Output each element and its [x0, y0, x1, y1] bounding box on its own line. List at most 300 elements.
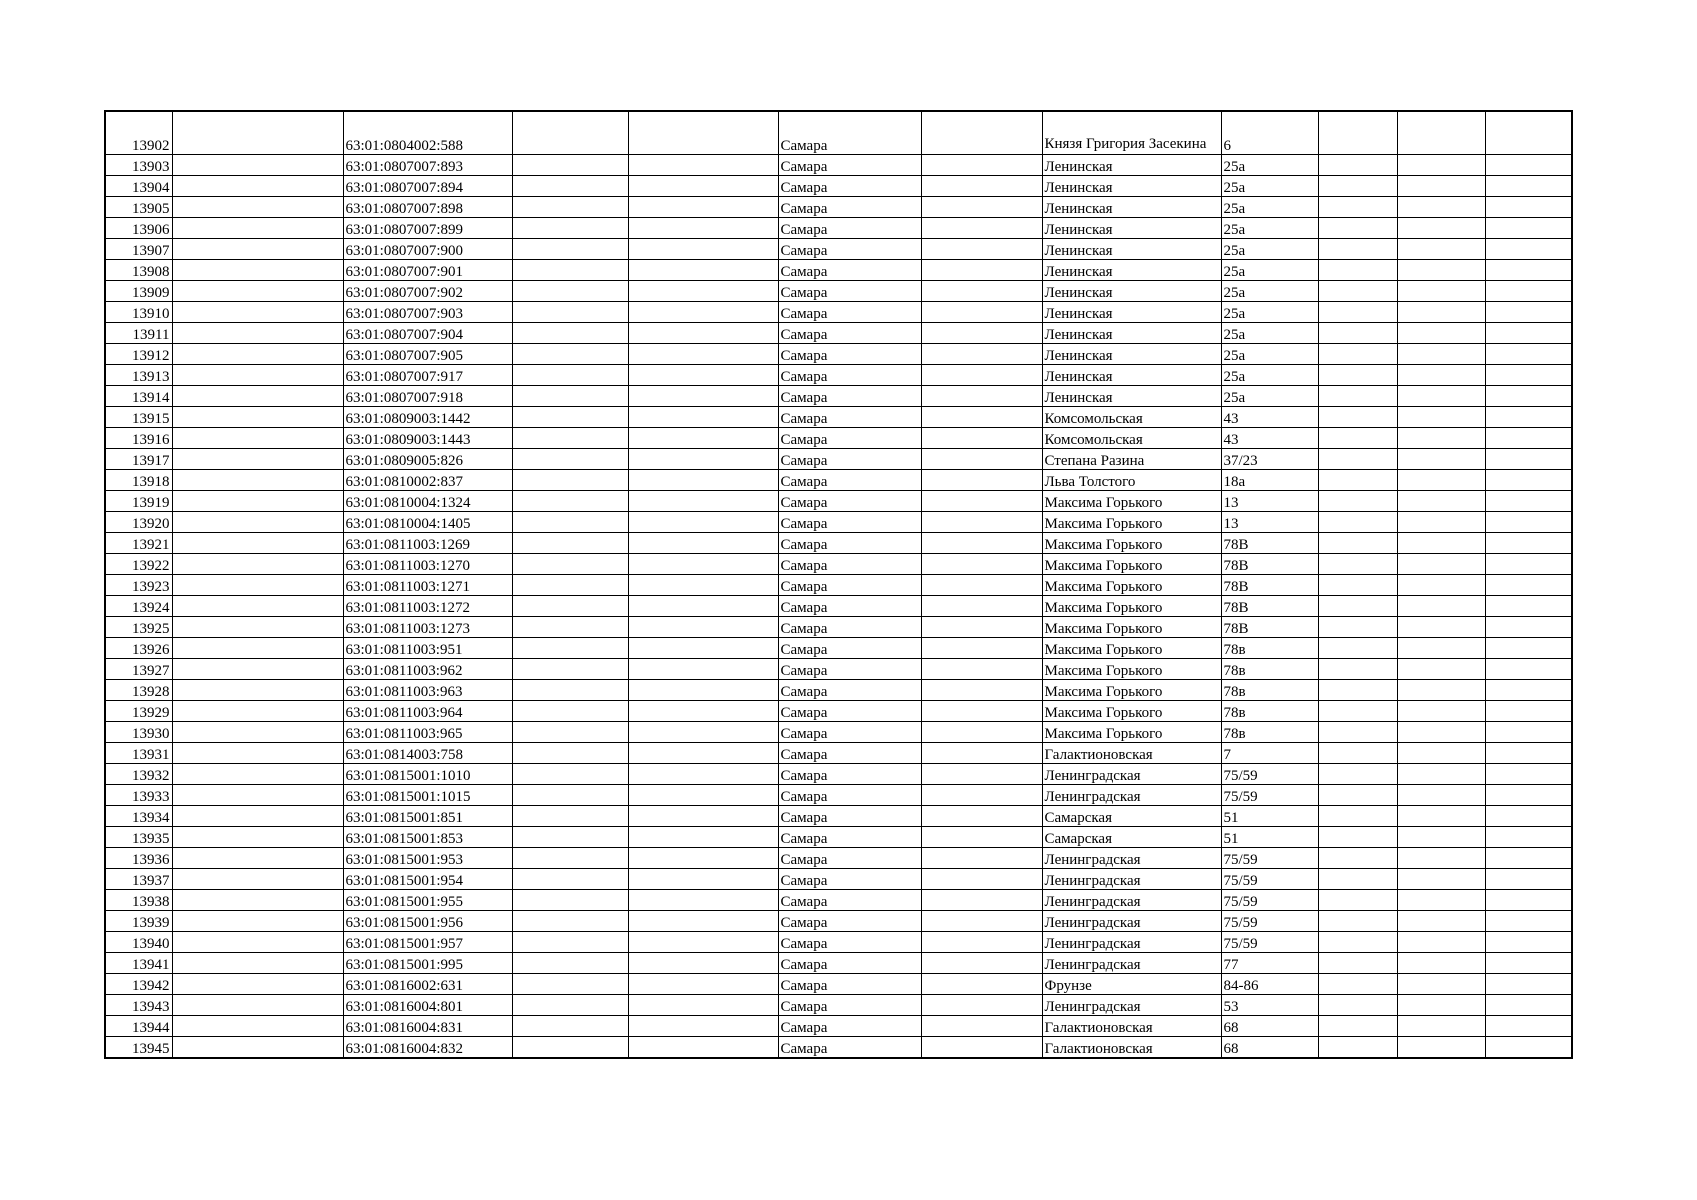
- empty-cell: [1485, 596, 1572, 617]
- empty-cell: [512, 911, 628, 932]
- street-cell: Самарская: [1042, 806, 1221, 827]
- empty-cell: [921, 365, 1042, 386]
- table-row: [105, 617, 1572, 638]
- house-number-cell: 75/59: [1221, 890, 1318, 911]
- empty-cell: [172, 428, 343, 449]
- empty-cell: [512, 575, 628, 596]
- street-cell: Максима Горького: [1042, 680, 1221, 701]
- empty-cell: [1485, 848, 1572, 869]
- cadastral-number-cell: 63:01:0811003:963: [343, 680, 512, 701]
- table-row: [105, 743, 1572, 764]
- empty-cell: [172, 722, 343, 743]
- cadastral-number-cell: 63:01:0815001:955: [343, 890, 512, 911]
- empty-cell: [172, 596, 343, 617]
- city-cell: Самара: [778, 365, 921, 386]
- empty-cell: [512, 365, 628, 386]
- street-cell: Ленинская: [1042, 197, 1221, 218]
- empty-cell: [1397, 323, 1485, 344]
- empty-cell: [1397, 974, 1485, 995]
- row-number-cell: 13934: [105, 806, 172, 827]
- empty-cell: [628, 701, 778, 722]
- street-cell: Комсомольская: [1042, 428, 1221, 449]
- row-number-cell: 13917: [105, 449, 172, 470]
- house-number-cell: 25а: [1221, 155, 1318, 176]
- row-number-cell: 13910: [105, 302, 172, 323]
- empty-cell: [921, 533, 1042, 554]
- empty-cell: [921, 470, 1042, 491]
- city-cell: Самара: [778, 617, 921, 638]
- city-cell: Самара: [778, 218, 921, 239]
- table-row: [105, 491, 1572, 512]
- empty-cell: [628, 512, 778, 533]
- empty-cell: [512, 281, 628, 302]
- empty-cell: [628, 890, 778, 911]
- empty-cell: [1485, 491, 1572, 512]
- empty-cell: [921, 932, 1042, 953]
- house-number-cell: 78в: [1221, 659, 1318, 680]
- empty-cell: [1485, 365, 1572, 386]
- cadastral-number-cell: 63:01:0815001:1015: [343, 785, 512, 806]
- empty-cell: [628, 407, 778, 428]
- empty-cell: [921, 596, 1042, 617]
- empty-cell: [1397, 743, 1485, 764]
- row-number-cell: 13921: [105, 533, 172, 554]
- cadastral-number-cell: 63:01:0809005:826: [343, 449, 512, 470]
- row-number-cell: 13920: [105, 512, 172, 533]
- city-cell: Самара: [778, 344, 921, 365]
- empty-cell: [921, 575, 1042, 596]
- empty-cell: [921, 176, 1042, 197]
- city-cell: Самара: [778, 386, 921, 407]
- empty-cell: [1485, 449, 1572, 470]
- empty-cell: [1397, 428, 1485, 449]
- empty-cell: [1397, 659, 1485, 680]
- city-cell: Самара: [778, 764, 921, 785]
- empty-cell: [628, 365, 778, 386]
- empty-cell: [1318, 1016, 1397, 1037]
- empty-cell: [628, 197, 778, 218]
- row-number-cell: 13936: [105, 848, 172, 869]
- empty-cell: [921, 764, 1042, 785]
- empty-cell: [172, 764, 343, 785]
- table-row: [105, 111, 1572, 155]
- house-number-cell: 53: [1221, 995, 1318, 1016]
- street-cell: Ленинградская: [1042, 848, 1221, 869]
- street-cell: Максима Горького: [1042, 575, 1221, 596]
- city-cell: Самара: [778, 554, 921, 575]
- cadastral-number-cell: 63:01:0811003:1272: [343, 596, 512, 617]
- empty-cell: [1485, 302, 1572, 323]
- empty-cell: [1397, 365, 1485, 386]
- empty-cell: [921, 785, 1042, 806]
- table-row: [105, 197, 1572, 218]
- city-cell: Самара: [778, 512, 921, 533]
- empty-cell: [1397, 449, 1485, 470]
- city-cell: Самара: [778, 533, 921, 554]
- empty-cell: [1397, 386, 1485, 407]
- city-cell: Самара: [778, 428, 921, 449]
- empty-cell: [921, 722, 1042, 743]
- city-cell: Самара: [778, 806, 921, 827]
- empty-cell: [172, 407, 343, 428]
- row-number-cell: 13929: [105, 701, 172, 722]
- empty-cell: [172, 701, 343, 722]
- city-cell: Самара: [778, 111, 921, 155]
- empty-cell: [512, 491, 628, 512]
- empty-cell: [172, 449, 343, 470]
- row-number-cell: 13939: [105, 911, 172, 932]
- house-number-cell: 75/59: [1221, 785, 1318, 806]
- empty-cell: [1318, 722, 1397, 743]
- empty-cell: [921, 1037, 1042, 1059]
- empty-cell: [1485, 743, 1572, 764]
- street-cell: Максима Горького: [1042, 491, 1221, 512]
- empty-cell: [921, 554, 1042, 575]
- empty-cell: [628, 659, 778, 680]
- empty-cell: [1397, 869, 1485, 890]
- table-row: [105, 785, 1572, 806]
- empty-cell: [1485, 176, 1572, 197]
- empty-cell: [628, 995, 778, 1016]
- empty-cell: [172, 659, 343, 680]
- street-cell: Максима Горького: [1042, 659, 1221, 680]
- cadastral-number-cell: 63:01:0815001:957: [343, 932, 512, 953]
- empty-cell: [1485, 1016, 1572, 1037]
- city-cell: Самара: [778, 260, 921, 281]
- empty-cell: [172, 575, 343, 596]
- table-row: [105, 575, 1572, 596]
- cadastral-number-cell: 63:01:0815001:956: [343, 911, 512, 932]
- empty-cell: [921, 953, 1042, 974]
- row-number-cell: 13945: [105, 1037, 172, 1059]
- empty-cell: [628, 176, 778, 197]
- cadastral-number-cell: 63:01:0811003:965: [343, 722, 512, 743]
- city-cell: Самара: [778, 743, 921, 764]
- cadastral-number-cell: 63:01:0814003:758: [343, 743, 512, 764]
- empty-cell: [1318, 701, 1397, 722]
- house-number-cell: 25а: [1221, 176, 1318, 197]
- street-cell: Максима Горького: [1042, 596, 1221, 617]
- empty-cell: [1318, 764, 1397, 785]
- city-cell: Самара: [778, 890, 921, 911]
- city-cell: Самара: [778, 239, 921, 260]
- empty-cell: [921, 281, 1042, 302]
- empty-cell: [921, 512, 1042, 533]
- house-number-cell: 78В: [1221, 554, 1318, 575]
- empty-cell: [172, 155, 343, 176]
- row-number-cell: 13938: [105, 890, 172, 911]
- table-row: [105, 428, 1572, 449]
- empty-cell: [1397, 302, 1485, 323]
- street-cell: Максима Горького: [1042, 617, 1221, 638]
- empty-cell: [1318, 617, 1397, 638]
- empty-cell: [1397, 638, 1485, 659]
- empty-cell: [1318, 155, 1397, 176]
- row-number-cell: 13940: [105, 932, 172, 953]
- city-cell: Самара: [778, 407, 921, 428]
- cadastral-number-cell: 63:01:0816004:832: [343, 1037, 512, 1059]
- empty-cell: [1318, 995, 1397, 1016]
- empty-cell: [1397, 680, 1485, 701]
- house-number-cell: 13: [1221, 491, 1318, 512]
- city-cell: Самара: [778, 911, 921, 932]
- empty-cell: [1318, 596, 1397, 617]
- empty-cell: [512, 386, 628, 407]
- empty-cell: [628, 848, 778, 869]
- empty-cell: [921, 743, 1042, 764]
- row-number-cell: 13913: [105, 365, 172, 386]
- empty-cell: [512, 890, 628, 911]
- house-number-cell: 25а: [1221, 323, 1318, 344]
- empty-cell: [512, 1016, 628, 1037]
- empty-cell: [1318, 365, 1397, 386]
- empty-cell: [172, 806, 343, 827]
- cadastral-number-cell: 63:01:0809003:1442: [343, 407, 512, 428]
- city-cell: Самара: [778, 722, 921, 743]
- table-row: [105, 890, 1572, 911]
- empty-cell: [172, 111, 343, 155]
- empty-cell: [1485, 428, 1572, 449]
- empty-cell: [1397, 575, 1485, 596]
- empty-cell: [921, 428, 1042, 449]
- table-row: [105, 470, 1572, 491]
- empty-cell: [1485, 554, 1572, 575]
- cadastral-number-cell: 63:01:0815001:851: [343, 806, 512, 827]
- empty-cell: [1318, 111, 1397, 155]
- cadastral-number-cell: 63:01:0807007:899: [343, 218, 512, 239]
- street-cell: Ленинградская: [1042, 890, 1221, 911]
- table-row: [105, 911, 1572, 932]
- house-number-cell: 78в: [1221, 680, 1318, 701]
- empty-cell: [172, 743, 343, 764]
- registry-table: [104, 110, 1573, 1059]
- empty-cell: [921, 491, 1042, 512]
- empty-cell: [921, 974, 1042, 995]
- empty-cell: [1485, 827, 1572, 848]
- table-body: [105, 111, 1572, 1058]
- empty-cell: [512, 743, 628, 764]
- cadastral-number-cell: 63:01:0807007:900: [343, 239, 512, 260]
- empty-cell: [628, 638, 778, 659]
- empty-cell: [628, 533, 778, 554]
- row-number-cell: 13912: [105, 344, 172, 365]
- house-number-cell: 37/23: [1221, 449, 1318, 470]
- row-number-cell: 13902: [105, 111, 172, 155]
- empty-cell: [1397, 890, 1485, 911]
- empty-cell: [921, 218, 1042, 239]
- empty-cell: [172, 197, 343, 218]
- house-number-cell: 25а: [1221, 386, 1318, 407]
- row-number-cell: 13924: [105, 596, 172, 617]
- empty-cell: [512, 302, 628, 323]
- empty-cell: [1318, 512, 1397, 533]
- table-row: [105, 974, 1572, 995]
- table-row: [105, 596, 1572, 617]
- empty-cell: [921, 995, 1042, 1016]
- empty-cell: [921, 911, 1042, 932]
- city-cell: Самара: [778, 596, 921, 617]
- empty-cell: [628, 764, 778, 785]
- house-number-cell: 84-86: [1221, 974, 1318, 995]
- street-cell: Ленинская: [1042, 386, 1221, 407]
- empty-cell: [628, 722, 778, 743]
- cadastral-number-cell: 63:01:0807007:917: [343, 365, 512, 386]
- city-cell: Самара: [778, 1037, 921, 1059]
- empty-cell: [1485, 806, 1572, 827]
- empty-cell: [172, 1016, 343, 1037]
- row-number-cell: 13919: [105, 491, 172, 512]
- empty-cell: [512, 533, 628, 554]
- street-cell: Галактионовская: [1042, 1037, 1221, 1059]
- cadastral-number-cell: 63:01:0811003:964: [343, 701, 512, 722]
- empty-cell: [628, 470, 778, 491]
- table-row: [105, 554, 1572, 575]
- empty-cell: [1485, 680, 1572, 701]
- empty-cell: [1318, 974, 1397, 995]
- city-cell: Самара: [778, 176, 921, 197]
- empty-cell: [172, 932, 343, 953]
- cadastral-number-cell: 63:01:0815001:953: [343, 848, 512, 869]
- empty-cell: [512, 995, 628, 1016]
- row-number-cell: 13932: [105, 764, 172, 785]
- empty-cell: [1397, 617, 1485, 638]
- house-number-cell: 43: [1221, 407, 1318, 428]
- house-number-cell: 78В: [1221, 617, 1318, 638]
- empty-cell: [172, 617, 343, 638]
- empty-cell: [512, 680, 628, 701]
- empty-cell: [1485, 953, 1572, 974]
- empty-cell: [172, 680, 343, 701]
- row-number-cell: 13923: [105, 575, 172, 596]
- empty-cell: [921, 617, 1042, 638]
- row-number-cell: 13903: [105, 155, 172, 176]
- cadastral-number-cell: 63:01:0811003:962: [343, 659, 512, 680]
- street-cell: Максима Горького: [1042, 533, 1221, 554]
- empty-cell: [1397, 1037, 1485, 1059]
- table-row: [105, 155, 1572, 176]
- house-number-cell: 6: [1221, 111, 1318, 155]
- street-cell: Максима Горького: [1042, 722, 1221, 743]
- row-number-cell: 13911: [105, 323, 172, 344]
- city-cell: Самара: [778, 827, 921, 848]
- empty-cell: [921, 197, 1042, 218]
- city-cell: Самара: [778, 995, 921, 1016]
- empty-cell: [512, 155, 628, 176]
- empty-cell: [1318, 911, 1397, 932]
- empty-cell: [512, 701, 628, 722]
- house-number-cell: 25а: [1221, 302, 1318, 323]
- city-cell: Самара: [778, 638, 921, 659]
- house-number-cell: 25а: [1221, 197, 1318, 218]
- empty-cell: [1397, 512, 1485, 533]
- empty-cell: [628, 974, 778, 995]
- empty-cell: [1485, 764, 1572, 785]
- row-number-cell: 13905: [105, 197, 172, 218]
- table-row: [105, 638, 1572, 659]
- table-row: [105, 848, 1572, 869]
- empty-cell: [921, 827, 1042, 848]
- row-number-cell: 13922: [105, 554, 172, 575]
- cadastral-number-cell: 63:01:0816002:631: [343, 974, 512, 995]
- row-number-cell: 13915: [105, 407, 172, 428]
- empty-cell: [512, 323, 628, 344]
- empty-cell: [1485, 386, 1572, 407]
- cadastral-number-cell: 63:01:0807007:918: [343, 386, 512, 407]
- empty-cell: [172, 974, 343, 995]
- empty-cell: [512, 974, 628, 995]
- empty-cell: [1485, 638, 1572, 659]
- empty-cell: [921, 701, 1042, 722]
- empty-cell: [921, 344, 1042, 365]
- street-cell: Галактионовская: [1042, 743, 1221, 764]
- table-row: [105, 407, 1572, 428]
- empty-cell: [172, 239, 343, 260]
- empty-cell: [172, 995, 343, 1016]
- empty-cell: [512, 806, 628, 827]
- empty-cell: [512, 785, 628, 806]
- house-number-cell: 78в: [1221, 638, 1318, 659]
- empty-cell: [1318, 680, 1397, 701]
- city-cell: Самара: [778, 281, 921, 302]
- empty-cell: [1318, 869, 1397, 890]
- empty-cell: [1485, 323, 1572, 344]
- house-number-cell: 78в: [1221, 701, 1318, 722]
- empty-cell: [1485, 218, 1572, 239]
- empty-cell: [628, 785, 778, 806]
- empty-cell: [1397, 596, 1485, 617]
- empty-cell: [1397, 701, 1485, 722]
- street-cell: Ленинская: [1042, 302, 1221, 323]
- empty-cell: [1318, 491, 1397, 512]
- empty-cell: [172, 848, 343, 869]
- house-number-cell: 68: [1221, 1037, 1318, 1059]
- empty-cell: [512, 638, 628, 659]
- empty-cell: [1318, 554, 1397, 575]
- street-cell: Максима Горького: [1042, 554, 1221, 575]
- empty-cell: [172, 281, 343, 302]
- street-cell: Ленинградская: [1042, 764, 1221, 785]
- empty-cell: [921, 806, 1042, 827]
- empty-cell: [512, 869, 628, 890]
- empty-cell: [512, 596, 628, 617]
- city-cell: Самара: [778, 701, 921, 722]
- empty-cell: [172, 953, 343, 974]
- empty-cell: [1485, 995, 1572, 1016]
- street-cell: Ленинская: [1042, 218, 1221, 239]
- cadastral-number-cell: 63:01:0816004:801: [343, 995, 512, 1016]
- city-cell: Самара: [778, 302, 921, 323]
- empty-cell: [512, 764, 628, 785]
- empty-cell: [1318, 218, 1397, 239]
- empty-cell: [172, 365, 343, 386]
- table-row: [105, 701, 1572, 722]
- city-cell: Самара: [778, 869, 921, 890]
- street-cell: Ленинградская: [1042, 995, 1221, 1016]
- empty-cell: [628, 155, 778, 176]
- empty-cell: [1397, 554, 1485, 575]
- empty-cell: [512, 827, 628, 848]
- city-cell: Самара: [778, 470, 921, 491]
- empty-cell: [172, 512, 343, 533]
- empty-cell: [628, 260, 778, 281]
- empty-cell: [628, 428, 778, 449]
- street-cell: Ленинская: [1042, 239, 1221, 260]
- empty-cell: [512, 111, 628, 155]
- empty-cell: [1318, 890, 1397, 911]
- table-row: [105, 239, 1572, 260]
- house-number-cell: 18а: [1221, 470, 1318, 491]
- cadastral-number-cell: 63:01:0815001:995: [343, 953, 512, 974]
